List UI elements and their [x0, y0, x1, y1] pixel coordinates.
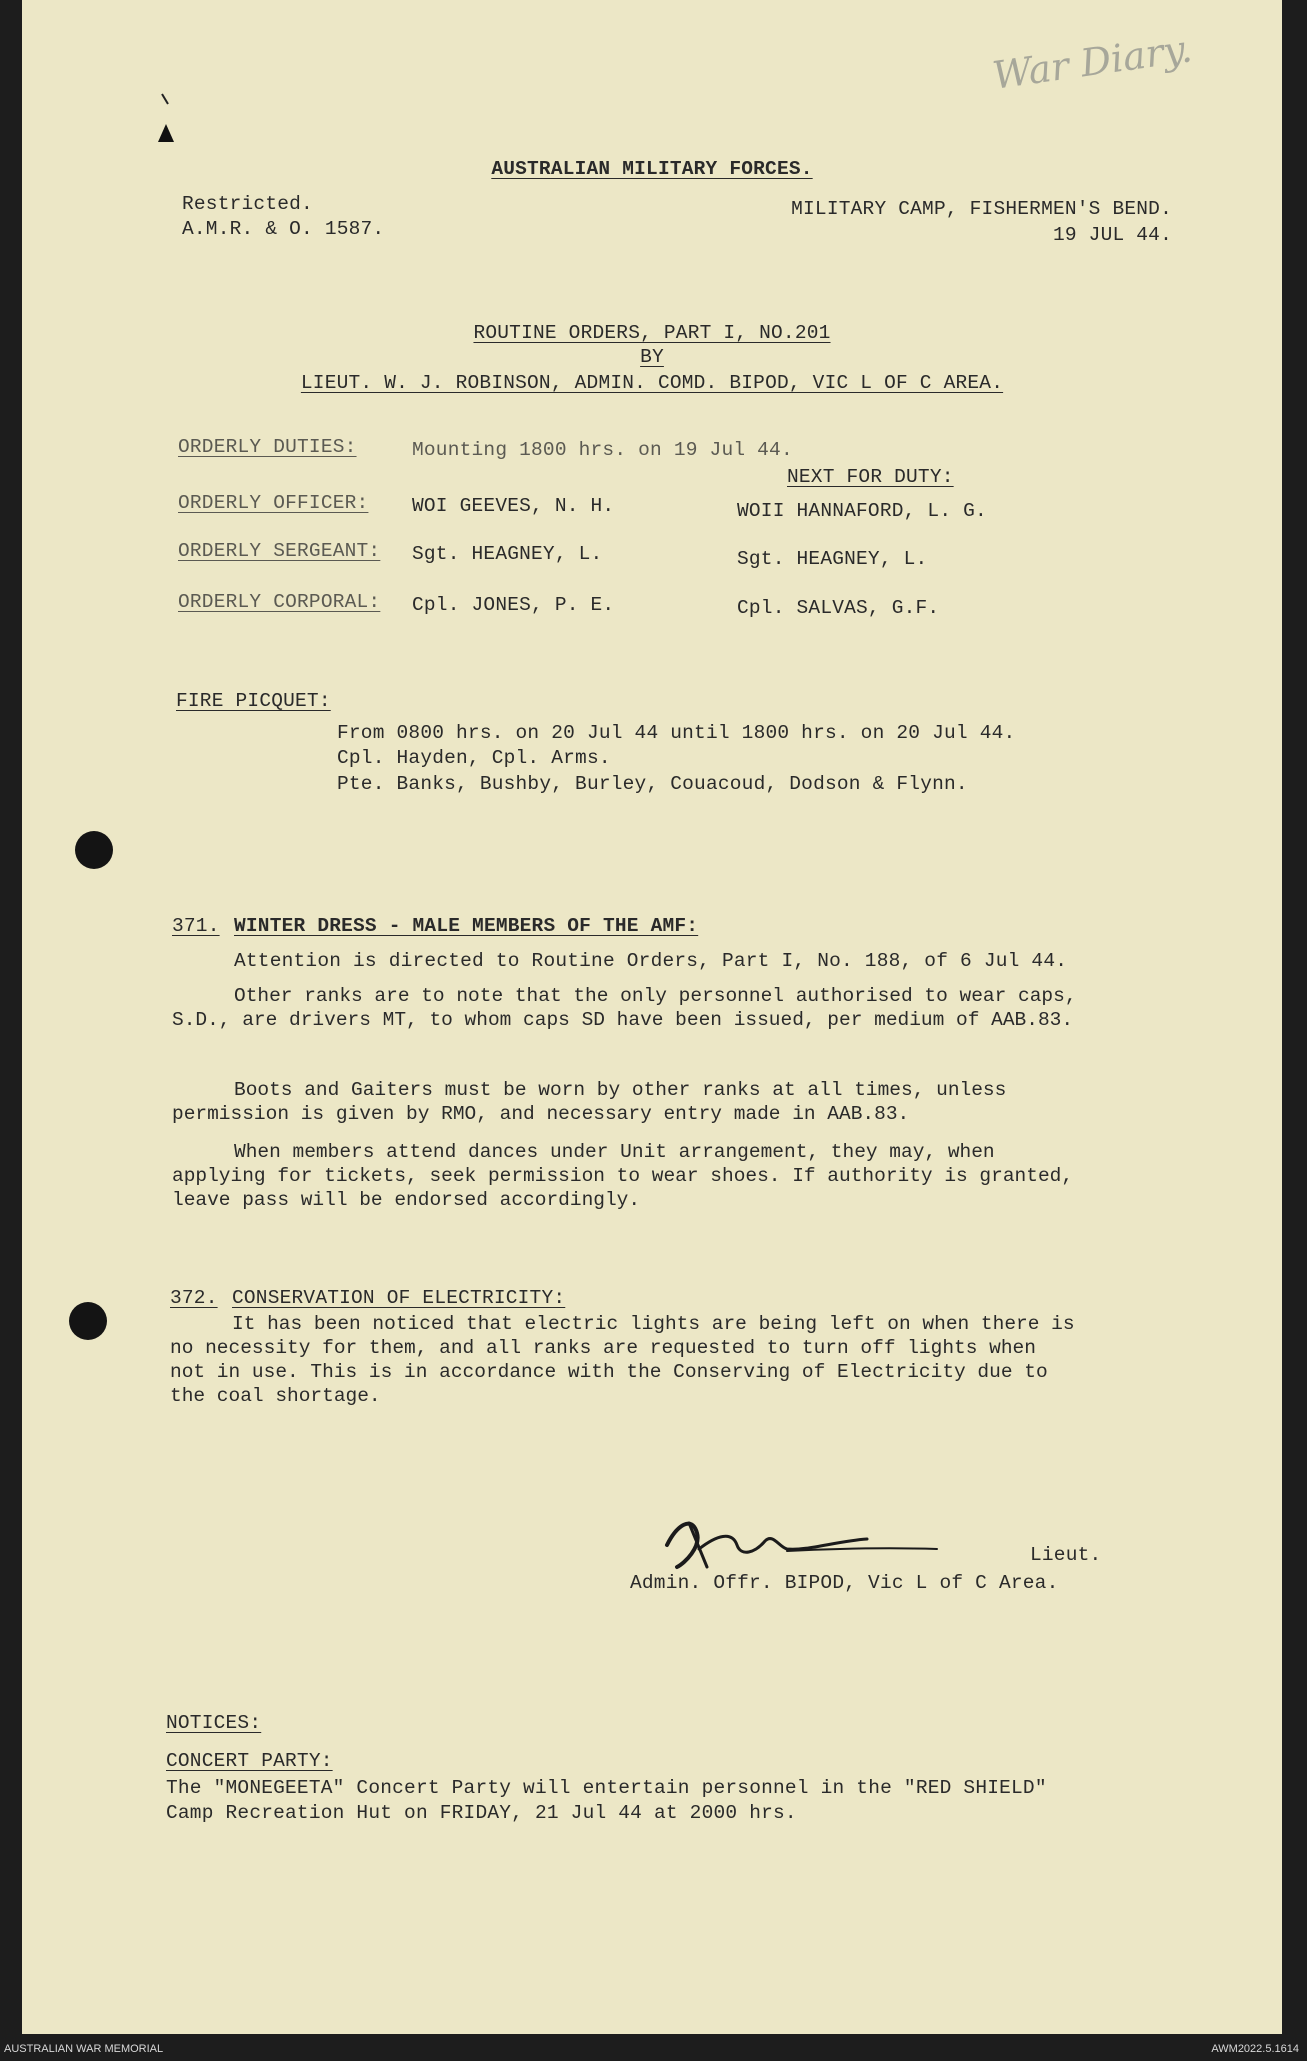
duty-next: Cpl. SALVAS, G.F.: [737, 597, 940, 619]
order-371-heading: WINTER DRESS - MALE MEMBERS OF THE AMF:: [234, 915, 699, 937]
org-heading: AUSTRALIAN MILITARY FORCES.: [491, 158, 813, 180]
signature-title: Admin. Offr. BIPOD, Vic L of C Area.: [630, 1572, 1059, 1594]
duty-next: WOII HANNAFORD, L. G.: [737, 500, 987, 522]
order-372-heading: CONSERVATION OF ELECTRICITY:: [232, 1287, 566, 1309]
location: MILITARY CAMP, FISHERMEN'S BEND.: [791, 198, 1172, 220]
fire-picquet-line: Cpl. Hayden, Cpl. Arms.: [337, 747, 611, 769]
date: 19 JUL 44.: [1052, 224, 1172, 246]
footer-left: AUSTRALIAN WAR MEMORIAL: [4, 2043, 164, 2055]
orders-title-author: LIEUT. W. J. ROBINSON, ADMIN. COMD. BIPOD, VIC L OF C AREA.: [300, 372, 1004, 394]
staple-mark-icon: [152, 90, 192, 150]
classification: Restricted.: [182, 193, 313, 215]
fire-picquet-line: Pte. Banks, Bushby, Burley, Couacoud, Dodson & Flynn.: [337, 773, 968, 795]
duty-current: Sgt. HEAGNEY, L.: [412, 543, 603, 565]
next-for-duty-header: NEXT FOR DUTY:: [787, 466, 954, 488]
signature-rank: Lieut.: [1030, 1544, 1102, 1566]
duty-role: ORDERLY SERGEANT:: [178, 540, 381, 562]
order-371-number: 371.: [172, 915, 220, 937]
order-371-paragraph: Other ranks are to note that the only personnel authorised to wear caps, S.D., are drivers MT, to whom caps SD have been issued, per medium of AAB.83.: [172, 985, 1077, 1031]
duty-role: ORDERLY OFFICER:: [178, 492, 369, 514]
duty-current: WOI GEEVES, N. H.: [412, 495, 615, 517]
duty-next: Sgt. HEAGNEY, L.: [737, 548, 928, 570]
order-371-paragraph: Boots and Gaiters must be worn by other ranks at all times, unless permission is given by RMO, and necessary entry made in AAB.83.: [172, 1079, 1007, 1125]
orders-title-by: BY: [640, 346, 664, 368]
orderly-duties-label: ORDERLY DUTIES:: [178, 436, 357, 458]
order-372-number: 372.: [170, 1287, 218, 1309]
mounting-time: Mounting 1800 hrs. on 19 Jul 44.: [412, 439, 793, 461]
order-371-paragraph: Attention is directed to Routine Orders, Part I, No. 188, of 6 Jul 44.: [234, 950, 1068, 972]
fire-picquet-line: From 0800 hrs. on 20 Jul 44 until 1800 hrs. on 20 Jul 44.: [337, 722, 1016, 744]
fire-picquet-label: FIRE PICQUET:: [176, 690, 331, 712]
reference: A.M.R. & O. 1587.: [182, 218, 385, 240]
document-sheet: [22, 0, 1282, 2034]
concert-party-text: The "MONEGEETA" Concert Party will entertain personnel in the "RED SHIELD": [166, 1777, 1047, 1799]
orders-title: ROUTINE ORDERS, PART I, NO.201: [473, 322, 831, 344]
punch-hole: [75, 831, 113, 869]
duty-current: Cpl. JONES, P. E.: [412, 594, 615, 616]
notices-label: NOTICES:: [166, 1712, 262, 1734]
concert-party-text: Camp Recreation Hut on FRIDAY, 21 Jul 44 at 2000 hrs.: [166, 1802, 797, 1824]
footer-right: AWM2022.5.1614: [1211, 2043, 1299, 2055]
duty-role: ORDERLY CORPORAL:: [178, 591, 381, 613]
handwritten-note: War Diary.: [989, 26, 1195, 98]
punch-hole: [69, 1302, 107, 1340]
concert-party-heading: CONCERT PARTY:: [166, 1750, 333, 1772]
order-372-paragraph: It has been noticed that electric lights are being left on when there is no necessity for them, and all ranks are requested to turn off lights when not in use. This is in accordance with the Conserving of Electricity due to the coal shortage.: [170, 1313, 1075, 1407]
order-371-paragraph: When members attend dances under Unit arrangement, they may, when applying for tickets, seek permission to wear shoes. If authority is granted, leave pass will be endorsed accordingly.: [172, 1141, 1074, 1211]
